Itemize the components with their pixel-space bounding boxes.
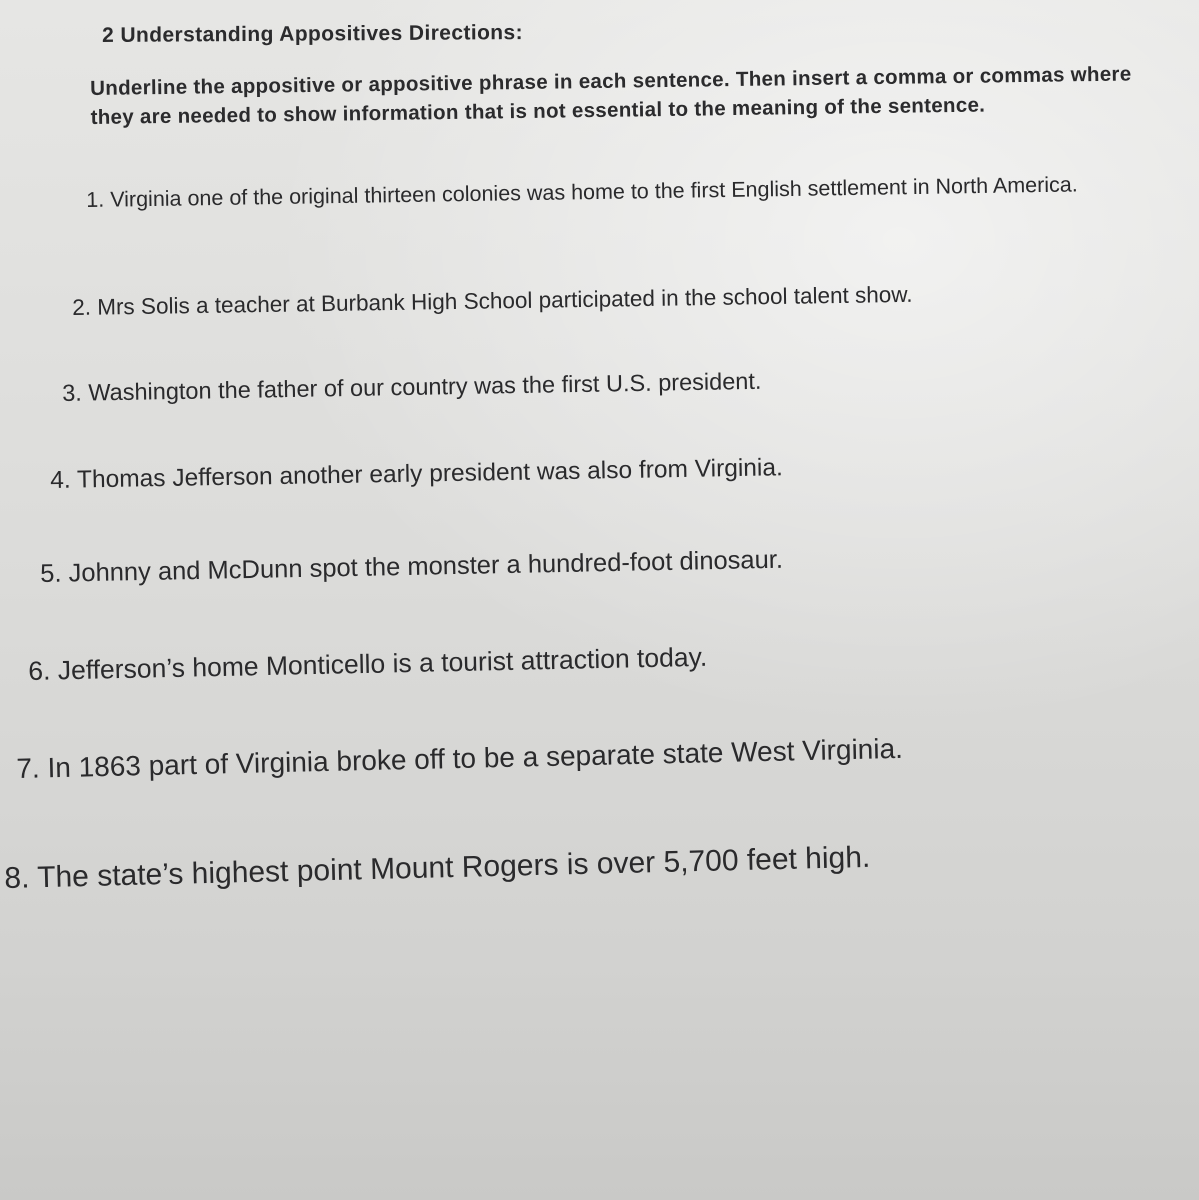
- sentence-item-1: 1. Virginia one of the original thirteen colonies was home to the first English settlement in North America.: [86, 172, 1078, 212]
- sentence-item-2: 2. Mrs Solis a teacher at Burbank High School participated in the school talent show.: [72, 281, 913, 320]
- sentence-item-6: 6. Jefferson’s home Monticello is a tourist attraction today.: [28, 641, 708, 686]
- directions-text: Underline the appositive or appositive phrase in each sentence. Then insert a comma or commas where they are needed to show information that is not essential to the meaning of the sentence.: [90, 62, 1132, 129]
- sentence-item-7: 7. In 1863 part of Virginia broke off to be a separate state West Virginia.: [16, 732, 904, 784]
- sentence-item-3: 3. Washington the father of our country was the first U.S. president.: [62, 367, 762, 406]
- worksheet-heading: 2 Understanding Appositives Directions:: [102, 21, 524, 47]
- sentence-item-4: 4. Thomas Jefferson another early president was also from Virginia.: [50, 454, 784, 494]
- sentence-item-8: 8. The state’s highest point Mount Rogers is over 5,700 feet high.: [4, 840, 871, 895]
- sentence-item-5: 5. Johnny and McDunn spot the monster a hundred-foot dinosaur.: [40, 545, 784, 588]
